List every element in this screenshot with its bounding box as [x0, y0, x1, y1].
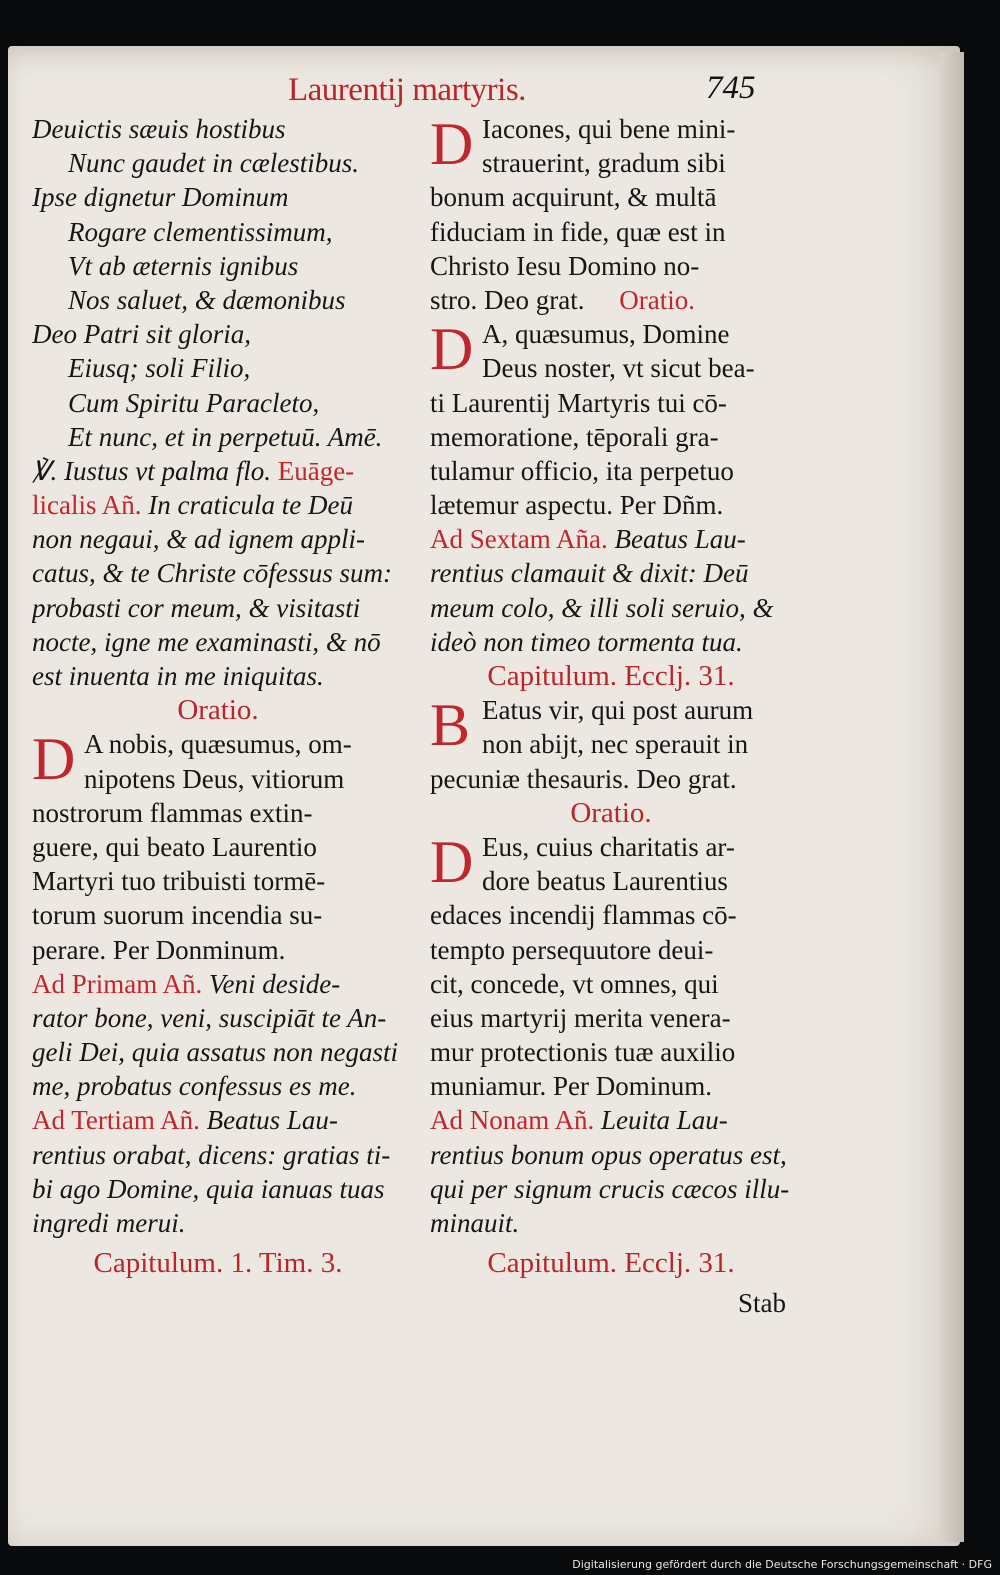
- hymn-line: Nunc gaudet in cælestibus.: [68, 148, 359, 179]
- hymn-line: Deuictis sæuis hostibus: [32, 114, 286, 144]
- text-line: nostrorum flammas extin-: [32, 797, 313, 828]
- text-line: me, probatus confessus es me.: [32, 1071, 357, 1102]
- antiphon-line: est inuenta in me iniquitas.: [32, 661, 324, 691]
- versicle: ℣. Iustus vt palma flo.: [32, 455, 271, 486]
- running-title: Laurentij martyris.: [288, 72, 526, 108]
- text-span: stro. Deo grat.: [430, 284, 585, 315]
- text-line: Eus, cuius charitatis ar-: [482, 831, 735, 862]
- text-line: ti Laurentij Martyris tui cō-: [430, 387, 727, 418]
- sexta-antiphon: [430, 522, 792, 556]
- text-line: Martyri tuo tribuisti tormē-: [32, 866, 326, 897]
- prima-text: Veni deside-: [209, 968, 341, 999]
- text-line: memoratione, tēporali gra-: [430, 421, 719, 452]
- hymn-line: Cum Spiritu Paracleto,: [68, 387, 320, 418]
- sexta-label: Ad Sextam Aña.: [430, 524, 608, 555]
- antiphon-line: probasti cor meum, & visitasti: [32, 592, 361, 623]
- drop-initial: D: [430, 829, 474, 895]
- antiphon-text: In craticula te Deū: [148, 490, 353, 521]
- nona-label: Ad Nonam Añ.: [430, 1105, 595, 1136]
- hymn-line: Nos saluet, & dæmonibus: [68, 284, 346, 315]
- prima-antiphon: [32, 967, 404, 1001]
- euangelicalis-label: Euāge-: [277, 455, 355, 486]
- oratio-heading: Oratio.: [570, 796, 652, 829]
- lectio-paragraph: [430, 112, 792, 180]
- text-line: eius martyrij merita venera-: [430, 1002, 731, 1033]
- sexta-text: Beatus Lau-: [614, 524, 746, 555]
- text-line: tempto persequutore deui-: [430, 934, 714, 965]
- text-line: Iacones, qui bene mini-: [482, 114, 736, 144]
- tertia-text: Beatus Lau-: [206, 1105, 338, 1136]
- capitulum-heading: Capitulum. 1. Tim. 3.: [93, 1247, 343, 1280]
- prima-label: Ad Primam Añ.: [32, 968, 203, 999]
- capitulum-heading: Capitulum. Ecclj. 31.: [487, 660, 735, 692]
- drop-initial: D: [430, 112, 474, 177]
- nona-text: Leuita Lau-: [601, 1105, 728, 1136]
- nona-antiphon: [430, 1103, 792, 1137]
- text-line: ideò non timeo tormenta tua.: [430, 626, 743, 657]
- text-line: rentius bonum opus operatus est,: [430, 1139, 787, 1170]
- text-line: Christo Iesu Domino no-: [430, 250, 700, 281]
- left-column: [32, 112, 404, 1280]
- text-line: non abijt, nec sperauit in: [482, 729, 749, 760]
- page-number: 745: [706, 70, 756, 106]
- capitulum-heading: Capitulum. Ecclj. 31.: [487, 1247, 735, 1280]
- oratio-paragraph: [430, 830, 792, 898]
- text-line: rentius orabat, dicens: gratias ti-: [32, 1139, 391, 1170]
- hymn-verses: [32, 112, 404, 454]
- antiphon-line: non negaui, & ad ignem appli-: [32, 524, 365, 555]
- text-line: A nobis, quæsumus, om-: [84, 729, 352, 760]
- drop-initial: D: [430, 317, 474, 383]
- oratio-paragraph: [430, 317, 792, 385]
- text-line: strauerint, gradum sibi: [482, 148, 726, 179]
- capitulum-paragraph: [430, 693, 792, 761]
- oratio-inline-heading: Oratio.: [619, 284, 695, 315]
- text-line: Eatus vir, qui post aurum: [482, 695, 754, 726]
- text-line: perare. Per Donminum.: [32, 934, 286, 965]
- hymn-line: Rogare clementissimum,: [68, 216, 333, 247]
- hymn-line: Et nunc, et in perpetuū. Amē.: [68, 421, 383, 452]
- text-line: [430, 283, 792, 317]
- text-line: geli Dei, quia assatus non negasti: [32, 1037, 398, 1068]
- versicle-line: [32, 454, 404, 488]
- text-line: bonum acquirunt, & multā: [430, 182, 717, 213]
- catchword: Stab: [738, 1288, 787, 1318]
- tertia-antiphon: [32, 1103, 404, 1137]
- antiphon-line: [32, 488, 404, 522]
- hymn-line: Deo Patri sit gloria,: [32, 319, 252, 350]
- antiphon-line: catus, & te Christe cōfessus sum:: [32, 558, 392, 589]
- text-line: nipotens Deus, vitiorum: [84, 763, 345, 794]
- text-line: bi ago Domine, quia ianuas tuas: [32, 1173, 385, 1204]
- text-line: ingredi merui.: [32, 1208, 186, 1238]
- text-line: fiduciam in fide, quæ est in: [430, 216, 726, 247]
- text-line: minauit.: [430, 1208, 520, 1238]
- text-line: edaces incendij flammas cō-: [430, 900, 737, 931]
- tertia-label: Ad Tertiam Añ.: [32, 1105, 200, 1136]
- drop-initial: D: [32, 727, 76, 793]
- text-line: Deus noster, vt sicut bea-: [482, 353, 755, 384]
- text-line: rator bone, veni, suscipiāt te An-: [32, 1002, 387, 1033]
- text-line: tulamur officio, ita perpetuo: [430, 455, 734, 486]
- text-line: mur protectionis tuæ auxilio: [430, 1037, 736, 1068]
- right-column: [430, 112, 792, 1280]
- page-edge: [940, 52, 964, 1542]
- drop-initial: B: [430, 693, 471, 759]
- text-line: torum suorum incendia su-: [32, 900, 323, 931]
- text-line: cit, concede, vt omnes, qui: [430, 968, 719, 999]
- euangelicalis-label: licalis Añ.: [32, 490, 142, 521]
- text-line: guere, qui beato Laurentio: [32, 831, 317, 862]
- text-line: qui per signum crucis cæcos illu-: [430, 1173, 790, 1204]
- text-line: dore beatus Laurentius: [482, 866, 728, 897]
- oratio-heading: Oratio.: [177, 694, 259, 727]
- text-line: pecuniæ thesauris. Deo grat.: [430, 763, 737, 794]
- text-line: meum colo, & illi soli seruio, &: [430, 592, 774, 623]
- hymn-line: Ipse dignetur Dominum: [32, 182, 289, 213]
- text-line: A, quæsumus, Domine: [482, 319, 730, 350]
- antiphon-line: nocte, igne me examinasti, & nō: [32, 626, 381, 657]
- text-line: lætemur aspectu. Per Dñm.: [430, 490, 724, 521]
- text-line: rentius clamauit & dixit: Deū: [430, 558, 749, 589]
- hymn-line: Vt ab æternis ignibus: [68, 250, 299, 281]
- text-line: muniamur. Per Dominum.: [430, 1071, 712, 1102]
- oratio-paragraph: [32, 727, 404, 795]
- hymn-line: Eiusq; soli Filio,: [68, 353, 251, 384]
- digitization-credit: Digitalisierung gefördert durch die Deutsche Forschungsgemeinschaft · DFG: [572, 1558, 992, 1571]
